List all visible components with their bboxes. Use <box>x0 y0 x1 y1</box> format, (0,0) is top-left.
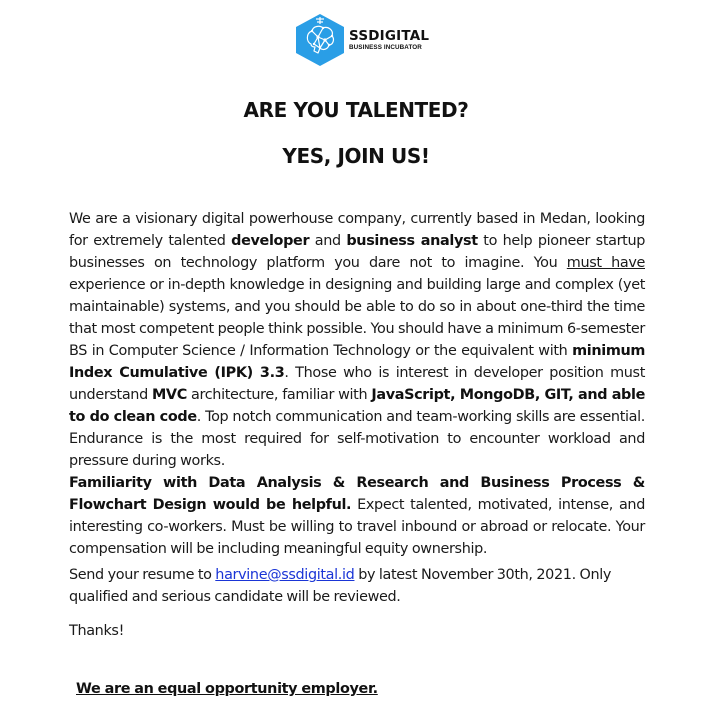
heading-talented: ARE YOU TALENTED? <box>243 98 469 122</box>
bold-familiarity: Familiarity with Data Analysis & Research and Business Process & Flowchart Design would be helpful. <box>69 475 645 513</box>
text-segment: and <box>309 233 347 249</box>
text-segment: We are a visionary digital powerhouse company, currently based in Medan, looking for extremely talented <box>69 211 645 249</box>
bold-mvc: MVC <box>151 387 187 403</box>
heading-join-us: YES, JOIN US! <box>282 144 430 168</box>
bold-business-analyst: business analyst <box>346 233 478 249</box>
resume-instructions <box>69 564 645 608</box>
brain-hexagon-icon <box>294 13 346 67</box>
text-segment: Expect talented, motivated, intense, and interesting co-workers. Must be willing to travel inbound or abroad or relocate. Your compensation will be including meaningful equity ownership. <box>69 497 645 557</box>
underline-must-have: must have <box>566 255 645 271</box>
job-description <box>69 208 645 560</box>
text-segment: to help pioneer startup businesses on technology platform you dare not to imagine. You <box>69 233 645 271</box>
logo-text <box>349 29 429 52</box>
bold-ipk-requirement: minimum Index Cumulative (IPK) 3.3 <box>69 343 645 381</box>
text-segment: by latest November 30th, 2021. Only qualified and serious candidate will be reviewed. <box>69 567 612 605</box>
logo-subtitle: BUSINESS INCUBATOR <box>349 43 422 51</box>
thanks-text: Thanks! <box>69 623 125 639</box>
text-segment: Send your resume to <box>69 567 216 583</box>
bold-tech-skills: JavaScript, MongoDB, GIT, and able to do clean code <box>69 387 645 425</box>
logo-name: SSDIGITAL <box>349 27 430 44</box>
text-segment: experience or in-depth knowledge in designing and building large and complex (yet maintainable) systems, and you should be able to do so in about one-third the time that most competent people think possible. You should have a minimum 6-semester BS in Computer Science / Information Technology or the equivalent with <box>69 277 645 359</box>
company-logo <box>294 13 429 67</box>
text-segment: . Top notch communication and team-working skills are essential. Endurance is the most required for self-motivation to encounter workload and pressure during works. <box>69 409 645 469</box>
email-link[interactable]: harvine@ssdigital.id <box>215 567 355 583</box>
equal-opportunity-statement: We are an equal opportunity employer. <box>76 681 378 697</box>
text-segment: architecture, familiar with <box>186 387 372 403</box>
bold-developer: developer <box>231 233 310 249</box>
text-segment: . Those who is interest in developer position must understand <box>69 365 645 403</box>
